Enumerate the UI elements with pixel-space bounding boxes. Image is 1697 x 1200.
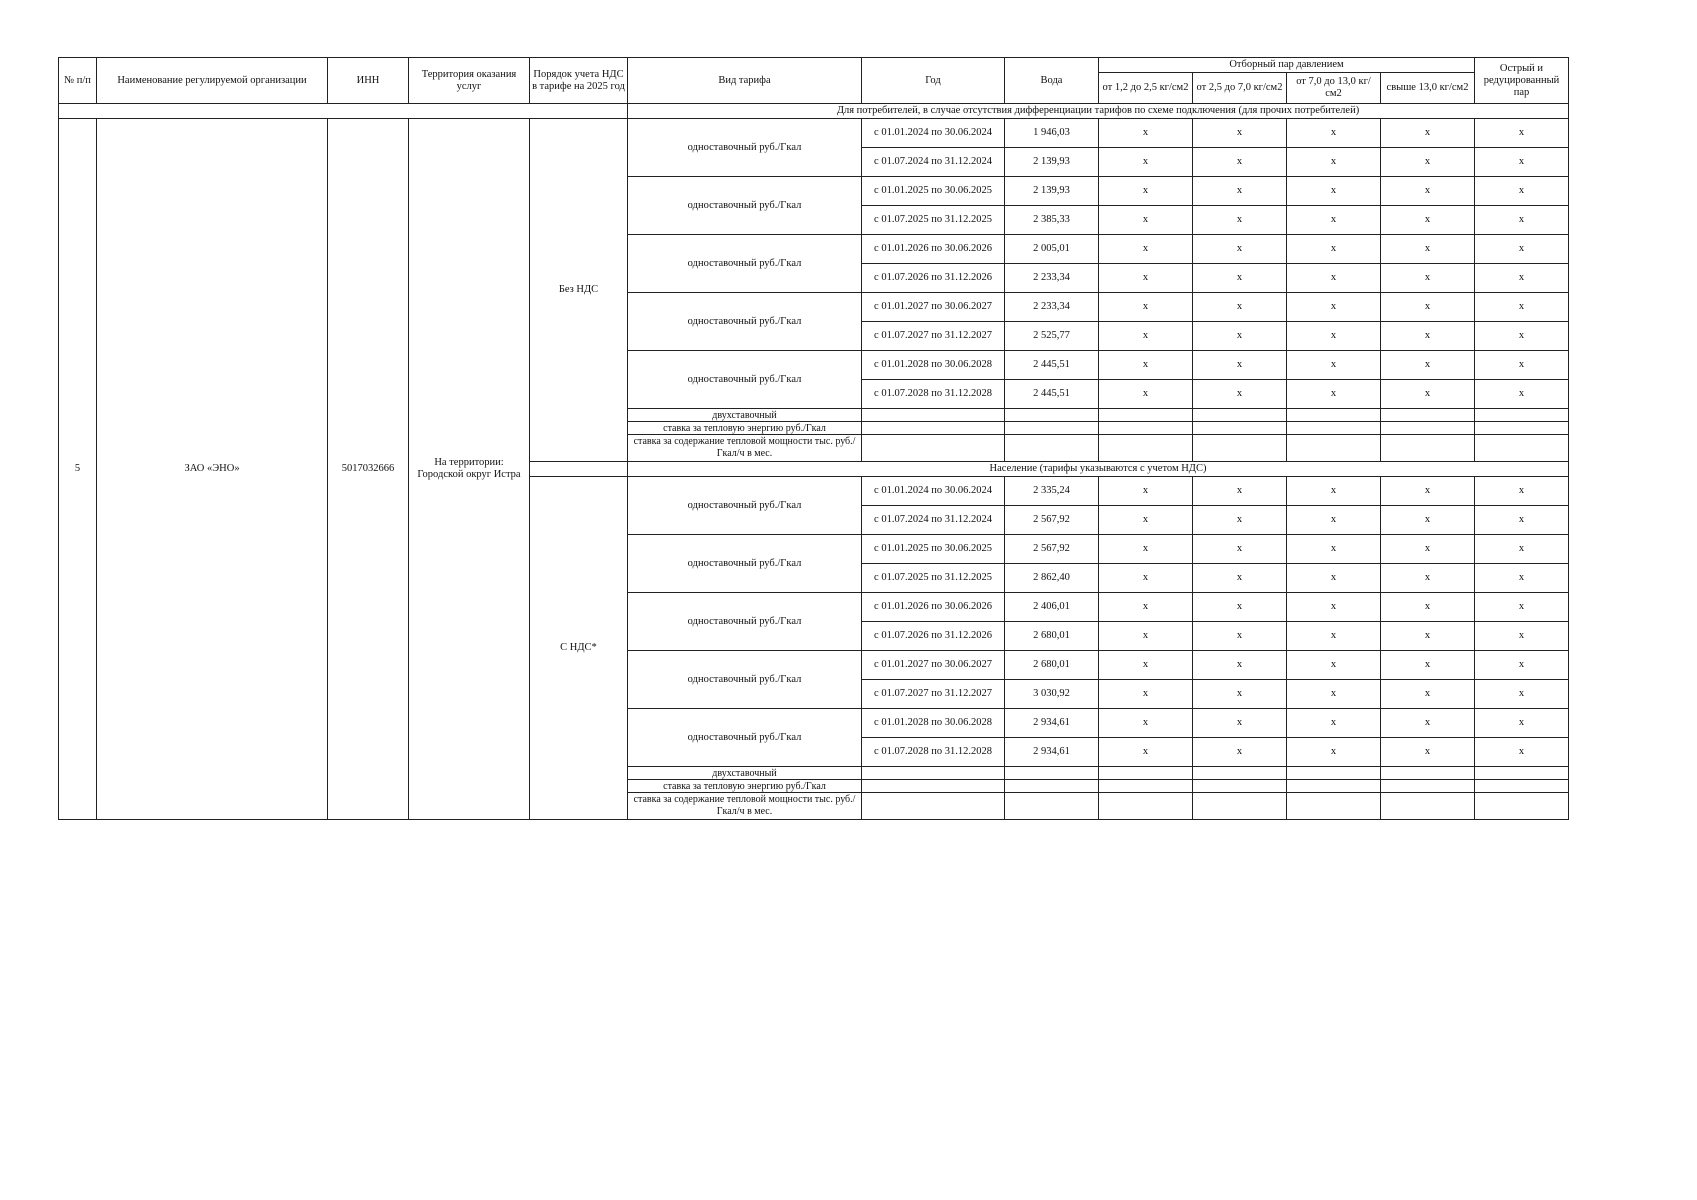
steam-value: x (1193, 651, 1287, 680)
steam-value: x (1193, 235, 1287, 264)
empty-cell (1381, 409, 1475, 422)
steam-value: x (1475, 351, 1569, 380)
steam-value: x (1475, 206, 1569, 235)
steam-value: x (1475, 477, 1569, 506)
steam-value: x (1193, 477, 1287, 506)
header-num: № п/п (59, 58, 97, 104)
period-cell: с 01.07.2028 по 31.12.2028 (862, 738, 1005, 767)
steam-value: x (1287, 293, 1381, 322)
header-water: Вода (1005, 58, 1099, 104)
steam-value: x (1287, 119, 1381, 148)
steam-value: x (1381, 506, 1475, 535)
energy-rate-label: ставка за тепловую энергию руб./Гкал (628, 780, 862, 793)
period-cell: с 01.07.2024 по 31.12.2024 (862, 148, 1005, 177)
steam-value: x (1099, 564, 1193, 593)
empty-cell (1005, 435, 1099, 462)
header-sharp-steam: Острый и редуцированный пар (1475, 58, 1569, 104)
steam-value: x (1287, 738, 1381, 767)
empty-cell (1287, 767, 1381, 780)
header-org-name: Наименование регулируемой организации (97, 58, 328, 104)
steam-value: x (1475, 322, 1569, 351)
empty-cell (1193, 409, 1287, 422)
empty-cell (1099, 780, 1193, 793)
empty-cell (1099, 422, 1193, 435)
steam-value: x (1193, 738, 1287, 767)
water-value: 2 139,93 (1005, 177, 1099, 206)
steam-value: x (1475, 177, 1569, 206)
steam-value: x (1099, 293, 1193, 322)
steam-value: x (1099, 622, 1193, 651)
water-value: 2 934,61 (1005, 709, 1099, 738)
empty-cell (1475, 435, 1569, 462)
header-year: Год (862, 58, 1005, 104)
empty-cell (1287, 435, 1381, 462)
empty-cell (1193, 422, 1287, 435)
water-value: 2 385,33 (1005, 206, 1099, 235)
empty-cell (862, 767, 1005, 780)
steam-value: x (1475, 235, 1569, 264)
steam-value: x (1381, 264, 1475, 293)
steam-value: x (1287, 593, 1381, 622)
water-value: 2 005,01 (1005, 235, 1099, 264)
steam-value: x (1381, 593, 1475, 622)
steam-value: x (1287, 351, 1381, 380)
water-value: 2 934,61 (1005, 738, 1099, 767)
empty-cell (1381, 780, 1475, 793)
steam-value: x (1193, 535, 1287, 564)
steam-value: x (1381, 322, 1475, 351)
steam-value: x (1381, 119, 1475, 148)
steam-value: x (1381, 206, 1475, 235)
tariff-type-label: одноставочный руб./Гкал (628, 477, 862, 535)
steam-value: x (1475, 622, 1569, 651)
period-cell: с 01.07.2025 по 31.12.2025 (862, 564, 1005, 593)
section2-vat-label: С НДС* (530, 477, 628, 820)
steam-value: x (1193, 564, 1287, 593)
steam-value: x (1381, 651, 1475, 680)
empty-cell (1193, 435, 1287, 462)
empty-cell (862, 780, 1005, 793)
empty-cell (1099, 409, 1193, 422)
steam-value: x (1099, 738, 1193, 767)
empty-cell (1005, 422, 1099, 435)
tariff-type-label: одноставочный руб./Гкал (628, 235, 862, 293)
steam-value: x (1475, 506, 1569, 535)
steam-value: x (1193, 709, 1287, 738)
steam-value: x (1099, 264, 1193, 293)
steam-value: x (1381, 235, 1475, 264)
period-cell: с 01.07.2024 по 31.12.2024 (862, 506, 1005, 535)
steam-value: x (1287, 477, 1381, 506)
period-cell: с 01.01.2026 по 30.06.2026 (862, 593, 1005, 622)
steam-value: x (1193, 380, 1287, 409)
empty-cell (862, 409, 1005, 422)
steam-value: x (1099, 235, 1193, 264)
empty-cell (1475, 422, 1569, 435)
steam-value: x (1099, 680, 1193, 709)
water-value: 2 406,01 (1005, 593, 1099, 622)
tariff-type-label: одноставочный руб./Гкал (628, 535, 862, 593)
steam-value: x (1381, 148, 1475, 177)
water-value: 2 139,93 (1005, 148, 1099, 177)
water-value: 2 567,92 (1005, 535, 1099, 564)
tariff-type-label: одноставочный руб./Гкал (628, 593, 862, 651)
steam-value: x (1287, 622, 1381, 651)
empty-cell (862, 793, 1005, 820)
steam-value: x (1287, 680, 1381, 709)
steam-value: x (1475, 651, 1569, 680)
empty-cell (1193, 793, 1287, 820)
period-cell: с 01.07.2028 по 31.12.2028 (862, 380, 1005, 409)
section1-vat-label: Без НДС (530, 119, 628, 462)
empty-cell (1381, 422, 1475, 435)
steam-value: x (1381, 622, 1475, 651)
steam-value: x (1193, 506, 1287, 535)
steam-value: x (1287, 322, 1381, 351)
period-cell: с 01.01.2024 по 30.06.2024 (862, 477, 1005, 506)
steam-value: x (1099, 535, 1193, 564)
water-value: 2 445,51 (1005, 380, 1099, 409)
period-cell: с 01.01.2028 по 30.06.2028 (862, 351, 1005, 380)
empty-cell (1475, 780, 1569, 793)
steam-value: x (1099, 709, 1193, 738)
tariff-type-label: одноставочный руб./Гкал (628, 293, 862, 351)
tariff-type-label: одноставочный руб./Гкал (628, 709, 862, 767)
tariff-type-label: одноставочный руб./Гкал (628, 177, 862, 235)
steam-value: x (1287, 235, 1381, 264)
steam-value: x (1099, 119, 1193, 148)
org-name: ЗАО «ЭНО» (97, 119, 328, 820)
steam-value: x (1381, 738, 1475, 767)
steam-value: x (1099, 322, 1193, 351)
header-steam-3: от 7,0 до 13,0 кг/см2 (1287, 73, 1381, 104)
capacity-rate-label: ставка за содержание тепловой мощности тыс. руб./Гкал/ч в мес. (628, 793, 862, 820)
steam-value: x (1381, 177, 1475, 206)
steam-value: x (1475, 380, 1569, 409)
tariff-table (58, 57, 1569, 820)
period-cell: с 01.07.2025 по 31.12.2025 (862, 206, 1005, 235)
steam-value: x (1475, 535, 1569, 564)
steam-value: x (1193, 206, 1287, 235)
empty-cell (1287, 780, 1381, 793)
tariff-type-label: одноставочный руб./Гкал (628, 351, 862, 409)
steam-value: x (1475, 593, 1569, 622)
header-steam-2: от 2,5 до 7,0 кг/см2 (1193, 73, 1287, 104)
empty-cell (1099, 767, 1193, 780)
empty-cell (1381, 793, 1475, 820)
period-cell: с 01.07.2027 по 31.12.2027 (862, 322, 1005, 351)
empty-cell (862, 422, 1005, 435)
empty-cell (1193, 767, 1287, 780)
steam-value: x (1287, 380, 1381, 409)
steam-value: x (1099, 177, 1193, 206)
steam-value: x (1287, 264, 1381, 293)
steam-value: x (1475, 293, 1569, 322)
header-vat-order: Порядок учета НДС в тарифе на 2025 год (530, 58, 628, 104)
steam-value: x (1099, 206, 1193, 235)
period-cell: с 01.01.2026 по 30.06.2026 (862, 235, 1005, 264)
period-cell: с 01.01.2025 по 30.06.2025 (862, 535, 1005, 564)
steam-value: x (1193, 148, 1287, 177)
steam-value: x (1475, 738, 1569, 767)
two-part-label: двухставочный (628, 767, 862, 780)
steam-value: x (1193, 622, 1287, 651)
steam-value: x (1381, 680, 1475, 709)
empty-cell (1099, 793, 1193, 820)
section-1-spacer (59, 104, 628, 119)
energy-rate-label: ставка за тепловую энергию руб./Гкал (628, 422, 862, 435)
empty-cell (1287, 409, 1381, 422)
section-2-title: Население (тарифы указываются с учетом НДС) (628, 462, 1569, 477)
water-value: 2 567,92 (1005, 506, 1099, 535)
steam-value: x (1381, 535, 1475, 564)
steam-value: x (1193, 119, 1287, 148)
steam-value: x (1381, 293, 1475, 322)
period-cell: с 01.01.2024 по 30.06.2024 (862, 119, 1005, 148)
section-2-vat-spacer (530, 462, 628, 477)
empty-cell (1381, 435, 1475, 462)
capacity-rate-label: ставка за содержание тепловой мощности тыс. руб./Гкал/ч в мес. (628, 435, 862, 462)
empty-cell (1287, 793, 1381, 820)
empty-cell (1193, 780, 1287, 793)
water-value: 2 680,01 (1005, 651, 1099, 680)
steam-value: x (1287, 506, 1381, 535)
water-value: 2 335,24 (1005, 477, 1099, 506)
steam-value: x (1475, 148, 1569, 177)
header-territory: Территория оказания услуг (409, 58, 530, 104)
steam-value: x (1193, 680, 1287, 709)
steam-value: x (1099, 593, 1193, 622)
steam-value: x (1193, 177, 1287, 206)
period-cell: с 01.07.2027 по 31.12.2027 (862, 680, 1005, 709)
two-part-label: двухставочный (628, 409, 862, 422)
steam-value: x (1287, 535, 1381, 564)
steam-value: x (1193, 264, 1287, 293)
steam-value: x (1287, 148, 1381, 177)
header-steam-1: от 1,2 до 2,5 кг/см2 (1099, 73, 1193, 104)
header-steam-group: Отборный пар давлением (1099, 58, 1475, 73)
empty-cell (1475, 409, 1569, 422)
org-territory: На территории: Городской округ Истра (409, 119, 530, 820)
steam-value: x (1287, 564, 1381, 593)
tariff-type-label: одноставочный руб./Гкал (628, 119, 862, 177)
steam-value: x (1099, 351, 1193, 380)
period-cell: с 01.07.2026 по 31.12.2026 (862, 622, 1005, 651)
empty-cell (1005, 767, 1099, 780)
empty-cell (1005, 780, 1099, 793)
period-cell: с 01.01.2027 по 30.06.2027 (862, 651, 1005, 680)
tariff-type-label: одноставочный руб./Гкал (628, 651, 862, 709)
period-cell: с 01.01.2028 по 30.06.2028 (862, 709, 1005, 738)
header-steam-4: свыше 13,0 кг/см2 (1381, 73, 1475, 104)
steam-value: x (1381, 477, 1475, 506)
steam-value: x (1287, 177, 1381, 206)
steam-value: x (1287, 206, 1381, 235)
water-value: 2 445,51 (1005, 351, 1099, 380)
water-value: 2 862,40 (1005, 564, 1099, 593)
steam-value: x (1475, 564, 1569, 593)
period-cell: с 01.01.2025 по 30.06.2025 (862, 177, 1005, 206)
header-tariff-type: Вид тарифа (628, 58, 862, 104)
steam-value: x (1193, 351, 1287, 380)
section-1-title: Для потребителей, в случае отсутствия дифференциации тарифов по схеме подключения (для прочих потребителей) (628, 104, 1569, 119)
empty-cell (1005, 793, 1099, 820)
steam-value: x (1475, 119, 1569, 148)
steam-value: x (1381, 564, 1475, 593)
steam-value: x (1193, 322, 1287, 351)
empty-cell (1287, 422, 1381, 435)
steam-value: x (1099, 506, 1193, 535)
empty-cell (1381, 767, 1475, 780)
steam-value: x (1193, 593, 1287, 622)
steam-value: x (1099, 651, 1193, 680)
steam-value: x (1381, 351, 1475, 380)
steam-value: x (1475, 264, 1569, 293)
org-inn: 5017032666 (328, 119, 409, 820)
steam-value: x (1381, 380, 1475, 409)
steam-value: x (1193, 293, 1287, 322)
steam-value: x (1475, 680, 1569, 709)
period-cell: с 01.01.2027 по 30.06.2027 (862, 293, 1005, 322)
steam-value: x (1287, 709, 1381, 738)
water-value: 2 233,34 (1005, 293, 1099, 322)
water-value: 2 680,01 (1005, 622, 1099, 651)
water-value: 2 233,34 (1005, 264, 1099, 293)
period-cell: с 01.07.2026 по 31.12.2026 (862, 264, 1005, 293)
org-num: 5 (59, 119, 97, 820)
steam-value: x (1475, 709, 1569, 738)
empty-cell (1475, 767, 1569, 780)
steam-value: x (1099, 148, 1193, 177)
tariff-table-body (59, 58, 1569, 820)
header-inn: ИНН (328, 58, 409, 104)
empty-cell (1475, 793, 1569, 820)
steam-value: x (1381, 709, 1475, 738)
water-value: 1 946,03 (1005, 119, 1099, 148)
water-value: 2 525,77 (1005, 322, 1099, 351)
empty-cell (862, 435, 1005, 462)
empty-cell (1005, 409, 1099, 422)
empty-cell (1099, 435, 1193, 462)
steam-value: x (1099, 380, 1193, 409)
water-value: 3 030,92 (1005, 680, 1099, 709)
steam-value: x (1099, 477, 1193, 506)
steam-value: x (1287, 651, 1381, 680)
